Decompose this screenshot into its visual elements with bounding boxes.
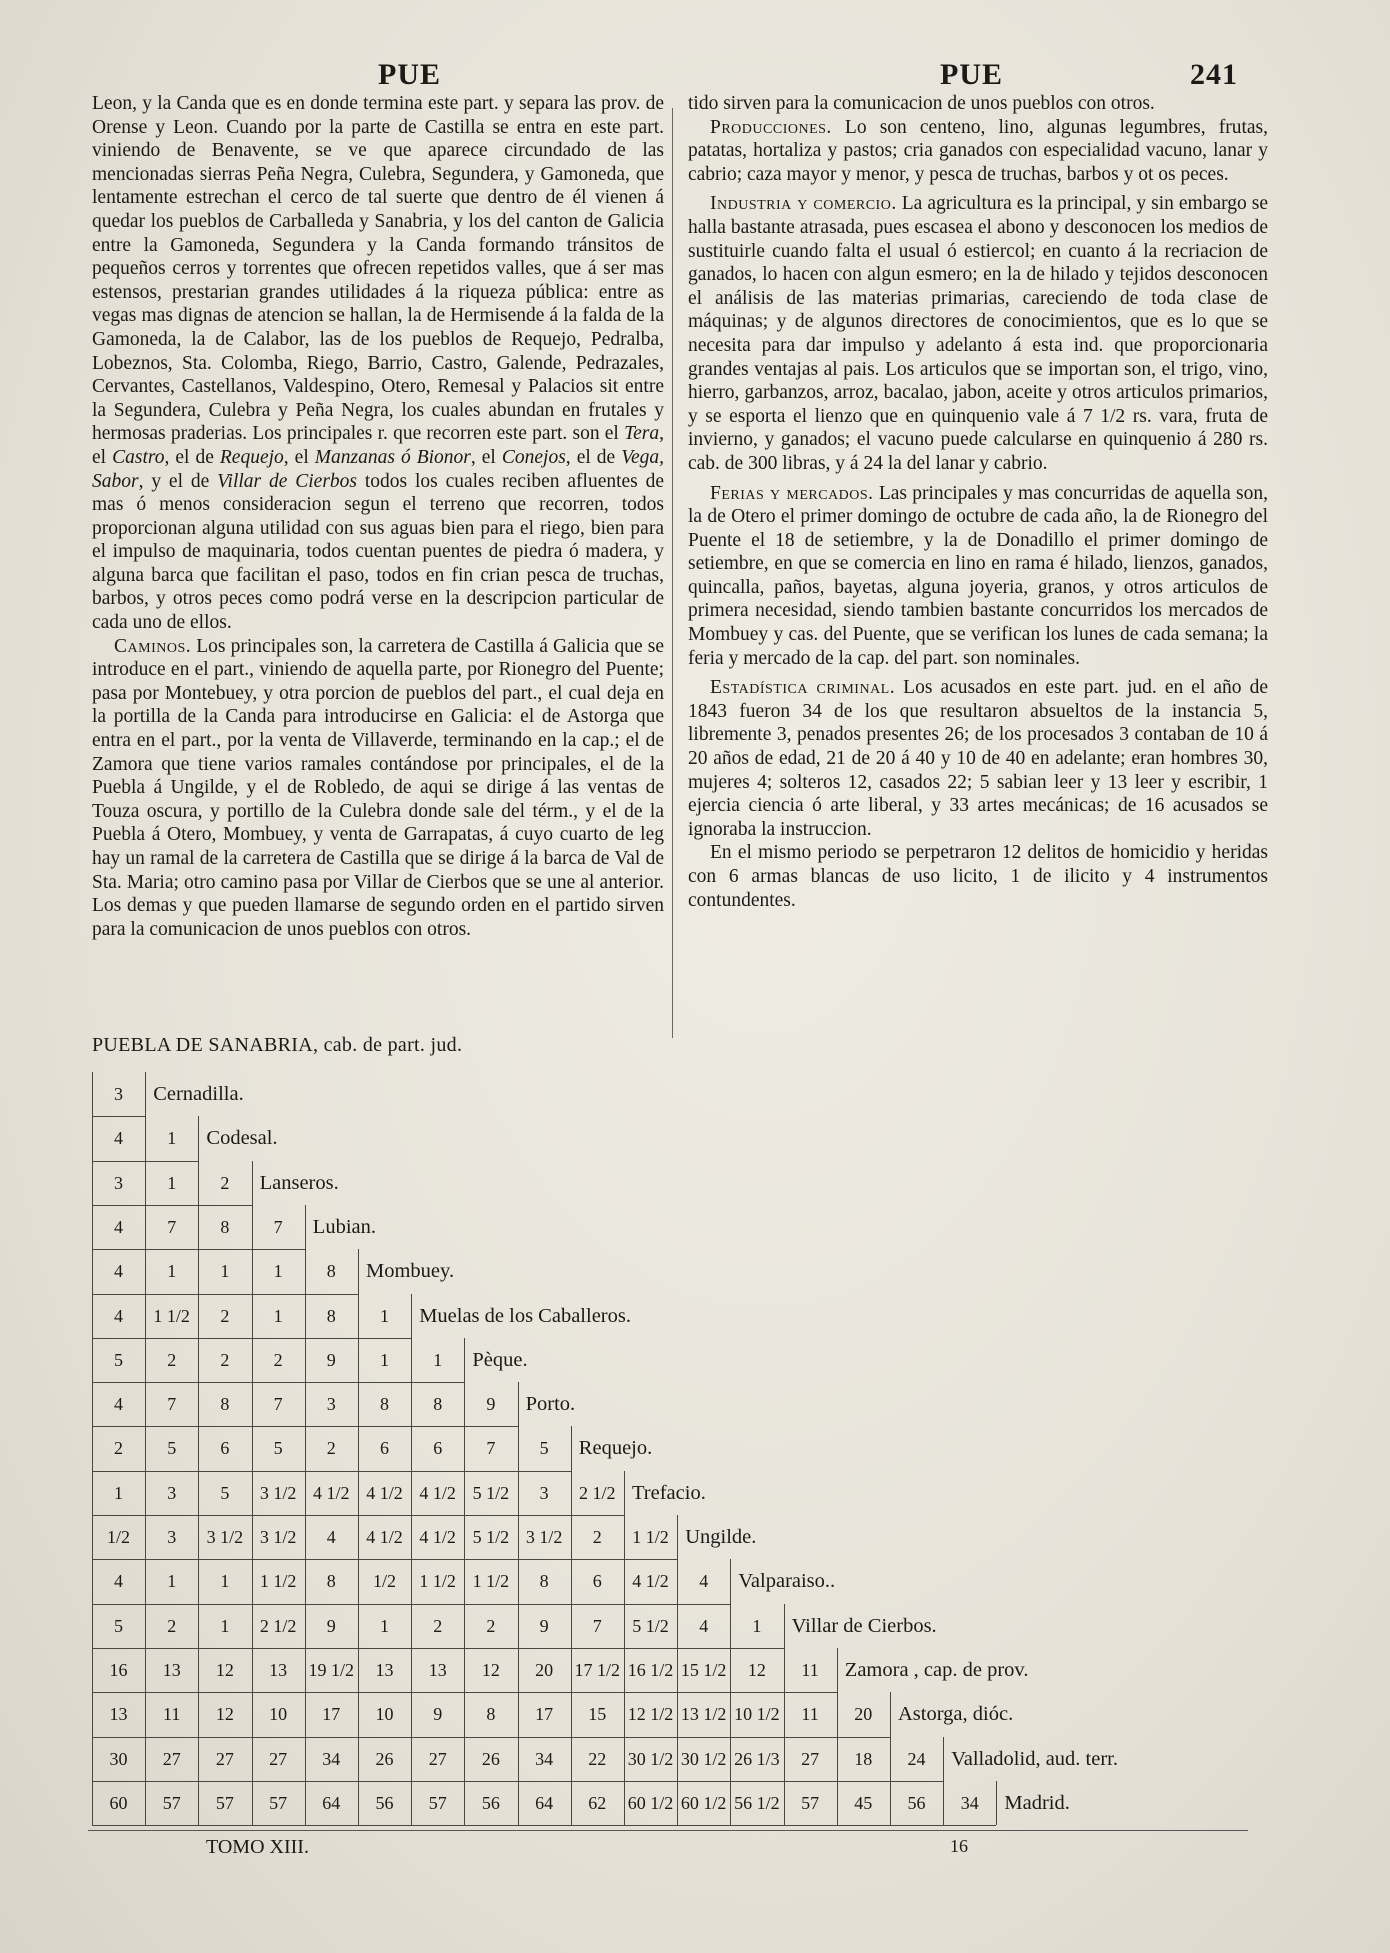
table-cell: 9 (433, 1704, 443, 1725)
table-row-name: Astorga, dióc. (898, 1703, 1014, 1726)
table-cell: 16 (109, 1659, 128, 1680)
table-cell: 27 (801, 1748, 820, 1769)
table-cell: 7 (592, 1615, 602, 1636)
table-cell: 1 1/2 (259, 1571, 297, 1592)
table-cell: 1/2 (106, 1527, 130, 1547)
table-cell: 15 (588, 1704, 607, 1725)
table-cell: 5 1/2 (632, 1615, 669, 1636)
table-cell: 10 (269, 1704, 288, 1725)
table-cell: 3 (326, 1394, 336, 1415)
table-cell: 3 (167, 1527, 177, 1547)
table-cell: 10 1/2 (734, 1704, 780, 1725)
table-cell: 20 (854, 1704, 873, 1725)
table-cell: 13 (269, 1659, 288, 1680)
table-cell: 4 (114, 1571, 123, 1592)
table-cell: 6 (433, 1438, 443, 1459)
table-cell: 1 1/2 (153, 1305, 190, 1326)
table-cell: 4 1/2 (366, 1527, 403, 1547)
table-cell: 57 (801, 1792, 820, 1813)
table-cell: 1 (220, 1615, 230, 1636)
table-cell: 18 (854, 1748, 873, 1769)
table-cell: 4 (699, 1571, 709, 1592)
table-cell: 13 (375, 1659, 394, 1680)
table-cell: 57 (428, 1792, 447, 1813)
estadistica-text: Los acusados en este part. jud. en el año de 1843 fueron 34 de los que resultaron absueltos de la instancia 5, libremente 3, penados presentes 26; de los procesados 3 contaban de 10 á 20 años de edad, 21 de 20 á 40 y 10 de 40 en adelante; eran hombres 30, mujeres 4; solteros 12, casados 22; 5 sabian leer y 13 leer y escribir, 1 ejercia ciencia ó arte liberal, y 33 artes mecánicas; de 16 acusados se ignoraba la instruccion. (688, 677, 1269, 840)
table-row-name: Muelas de los Caballeros. (419, 1304, 631, 1327)
header-left: PUE (378, 58, 441, 91)
table-cell: 57 (269, 1792, 288, 1813)
table-column-rule (92, 1072, 93, 1825)
table-cell: 1 (273, 1305, 283, 1326)
table-cell: 1 (167, 1261, 177, 1282)
table-cell: 12 (481, 1659, 500, 1680)
table-row-name: Mombuey. (366, 1260, 455, 1283)
table-cell: 2 (220, 1305, 230, 1326)
table-cell: 60 1/2 (680, 1792, 727, 1813)
table-cell: 34 (960, 1792, 979, 1813)
table-cell: 8 (433, 1394, 443, 1415)
table-column-rule (145, 1072, 146, 1825)
table-cell: 13 (109, 1704, 128, 1725)
table-cell: 1/2 (372, 1571, 396, 1592)
table-cell: 8 (486, 1704, 496, 1725)
table-cell: 8 (380, 1394, 389, 1415)
table-cell: 5 (167, 1438, 177, 1459)
table-cell: 7 (273, 1394, 283, 1415)
table-cell: 57 (162, 1792, 181, 1813)
table-column-rule (730, 1559, 731, 1825)
river-villar: Villar de Cierbos (217, 470, 358, 492)
table-cell: 7 (167, 1394, 177, 1415)
table-row-name: Valparaiso.. (738, 1570, 836, 1593)
table-cell: 20 (535, 1659, 554, 1680)
table-cell: 64 (535, 1792, 554, 1813)
table-cell: 2 1/2 (579, 1482, 616, 1503)
table-cell: 26 (375, 1748, 394, 1769)
table-cell: 30 (109, 1748, 128, 1769)
table-cell: 10 (375, 1704, 394, 1725)
table-cell: 24 (907, 1748, 926, 1769)
table-cell: 1 (114, 1482, 123, 1503)
table-row-name: Codesal. (206, 1127, 278, 1150)
left-column: Leon, y la Canda que es en donde termina este part. y separa las prov. de Orense y Leon. Cuando por la parte de Castilla se entra en este part. viniendo de Benavente, se ve que aparece circundado de las mencionadas sierras Peña Negra, Culebra, Segundera, y Gamoneda, que lentamente estrechan el cerco de tal suerte que dentro de él vienen á quedar los pueblos de Carballeda y Sanabria, y los del canton de Galicia entre la Gamoneda, Segundera y la Canda formando tránsitos de pequeños cerros y torrentes que ofrecen repetidos valles, que á ser mas estensos, prestarian grandes utilidades á la riqueza pública: entre as vegas mas dignas de atencion se hallan, la de Hermisende á la falda de la Gamoneda, la de Calabor, las de los pueblos de Requejo, Pedralba, Lobeznos, Sta. Colomba, Riego, Barrio, Castro, Galende, Pedrazales, Cervantes, Castellanos, Valdespino, Otero, Remesal y Palacios sit entre la Segundera, Culebra y Peña Negra, los cuales abundan en frutales y hermosas praderias. Los principales r. que recorren este part. son el Tera, el Castro, el de Requejo, el Manzanas ó Bionor, el Conejos, el de Vega, Sabor, y el de Villar de Cierbos todos los cuales reciben afluentes de mas ó menos consideracion segun el terreno que recorren, todos proporcionan alguna utilidad con sus aguas bien para el riego, bien para el impulso de maquinaria, todos cuentan puentes de piedra ó madera, y alguna barca que facilitan el paso, todos en fin crian pesca de truchas, barbos, y otros peces como podrá verse en la descripcion particular de cada uno de ellos. Caminos. Los principales son, la carretera de Castilla á Galicia que se introduce en el part., viniendo de aquella parte, por Rionegro del Puente; pasa por Montebuey, y otra porcion de pueblos del part., el cual deja en la portilla de la Canda para introducirse en Galicia: el de Astorga que entra en el part., por la venta de Villaverde, terminando en la cap.; el de Zamora que tiene varios ramales contándose por principales, el de la Puebla á Ungilde, y el de Robledo, de aqui se dirige á las ventas de Touza oscura, y portillo de la Culebra donde sale del térm., y el de la Puebla á Otero, Mombuey, y venta de Garrapatas, á cuyo cuarto de leg hay un ramal de la carretera de Castilla que se dirige á la barca de Val de Sta. Maria; otro camino pasa por Villar de Cierbos que se une al anterior. Los demas y que pueden llamarse de segundo orden en el partido sirven para la comunicacion de unos pueblos con otros. (92, 93, 665, 940)
producciones-text: Lo son centeno, lino, algunas legumbres, frutas, patatas, hortaliza y pastos; cria ganados con especialidad vacuno, lanar y cabrio; caza mayor y menor, y pesca de truchas, barbos y ot os peces. (688, 116, 1269, 185)
table-cell: 2 (167, 1615, 177, 1636)
table-cell: 1 1/2 (472, 1571, 510, 1592)
table-cell: 27 (215, 1748, 234, 1769)
table-cell: 27 (428, 1748, 447, 1769)
table-cell: 56 (907, 1792, 926, 1813)
table-cell: 12 1/2 (627, 1704, 674, 1725)
table-cell: 30 1/2 (627, 1748, 674, 1769)
table-cell: 45 (854, 1792, 873, 1813)
table-cell: 4 (114, 1394, 123, 1415)
estadistica-text-2: En el mismo periodo se perpetraron 12 delitos de homicidio y heridas con 6 armas blancas de uso licito, 1 de ilicito y 4 instrumentos contundentes. (688, 842, 1268, 911)
table-cell: 3 1/2 (259, 1482, 297, 1503)
table-cell: 34 (322, 1748, 341, 1769)
table-cell: 1 (380, 1349, 389, 1370)
table-cell: 12 (215, 1659, 234, 1680)
table-cell: 3 (539, 1482, 549, 1503)
caminos-text: Los principales son, la carretera de Castilla á Galicia que se introduce en el part., viniendo de aquella parte, por Rionegro del Puente; pasa por Montebuey, y otra porcion de pueblos del part., el cual deja en la portilla de la Canda para introducirse en Galicia: el de Astorga que entra en el part., por la venta de Villaverde, terminando en la cap.; el de Zamora que tiene varios ramales contándose por principales, el de la Puebla á Ungilde, y el de Robledo, de aqui se dirige á las ventas de Touza oscura, y portillo de la Culebra donde sale del térm., y el de la Puebla á Otero, Mombuey, y venta de Garrapatas, á cuyo cuarto de leg hay un ramal de la carretera de Castilla que se dirige á la barca de Val de Sta. Maria; otro camino pasa por Villar de Cierbos que se une al anterior. Los demas y que pueden llamarse de segundo orden en el partido sirven para la comunicacion de unos pueblos con otros. (92, 635, 664, 940)
table-cell: 4 1/2 (419, 1482, 456, 1503)
table-row-name: Cernadilla. (153, 1083, 244, 1105)
table-cell: 3 1/2 (525, 1527, 563, 1547)
table-cell: 7 (273, 1216, 283, 1237)
river-vega-sabor: Vega, Sabor (92, 446, 664, 492)
table-cell: 12 (215, 1704, 234, 1725)
table-cell: 19 1/2 (308, 1659, 355, 1680)
table-cell: 13 (428, 1659, 447, 1680)
table-column-rule (996, 1781, 997, 1825)
table-column-rule (518, 1382, 519, 1825)
table-cell: 3 1/2 (206, 1527, 244, 1547)
table-row-name: Ungilde. (685, 1526, 757, 1548)
table-cell: 6 (220, 1438, 230, 1459)
table-cell: 2 (433, 1615, 443, 1636)
table-cell: 12 (747, 1659, 766, 1680)
table-cell: 16 1/2 (627, 1659, 674, 1680)
table-column-rule (571, 1426, 572, 1825)
table-cell: 13 1/2 (680, 1704, 727, 1725)
table-cell: 2 (326, 1438, 336, 1459)
table-cell: 17 1/2 (574, 1659, 621, 1680)
table-cell: 1 (380, 1615, 389, 1636)
table-cell: 4 (326, 1527, 336, 1547)
table-cell: 56 (375, 1792, 394, 1813)
table-cell: 5 1/2 (472, 1482, 510, 1503)
table-cell: 7 (486, 1438, 496, 1459)
table-cell: 56 1/2 (734, 1792, 780, 1813)
table-cell: 3 (114, 1084, 123, 1104)
table-cell: 7 (167, 1216, 177, 1237)
table-cell: 1 1/2 (632, 1527, 669, 1547)
table-cell: 4 1/2 (313, 1482, 350, 1503)
table-cell: 1 (433, 1349, 443, 1370)
table-cell: 3 (167, 1482, 177, 1503)
table-cell: 1 (752, 1615, 762, 1636)
right-lead: tido sirven para la comunicacion de unos pueblos con otros. (688, 93, 1155, 114)
table-row-rule (92, 1825, 996, 1826)
table-title: PUEBLA DE SANABRIA, cab. de part. jud. (92, 1034, 463, 1056)
table-cell: 6 (592, 1571, 602, 1592)
table-cell: 1 (167, 1128, 177, 1149)
table-row-name: Zamora , cap. de prov. (844, 1658, 1029, 1681)
table-cell: 13 (162, 1659, 181, 1680)
table-cell: 4 (114, 1261, 123, 1282)
table-column-rule (305, 1205, 306, 1825)
table-cell: 4 (699, 1615, 709, 1636)
table-cell: 1 (167, 1172, 177, 1193)
table-cell: 27 (162, 1748, 181, 1769)
table-cell: 4 1/2 (632, 1571, 669, 1592)
table-cell: 2 (273, 1349, 283, 1370)
table-column-rule (198, 1116, 199, 1825)
table-cell: 8 (220, 1394, 230, 1415)
ferias-text: Las principales y mas concurridas de aquella son, la de Otero el primer domingo de octubre de cada año, la de Rionegro del Puente el 18 de setiembre, y la de Donadillo el primer domingo de setiembre, en que se comercia en lino en rama é hilado, lienzos, ganados, quincalla, paños, bayetas, alguna joyeria, granos, y otros articulos de primera necesidad, siendo tambien bastante concurridos los mercados de Mombuey y cas. del Puente, que se verifican los lunes de cada semana; la feria y mercado de la cap. del part. son nominales. (688, 482, 1269, 669)
table-cell: 1 (273, 1261, 283, 1282)
estadistica-label: Estadística criminal. (710, 677, 896, 699)
table-row-name: Villar de Cierbos. (791, 1614, 937, 1637)
table-column-rule (677, 1515, 678, 1825)
table-cell: 3 (114, 1172, 123, 1193)
ferias-label: Ferias y mercados. (710, 482, 874, 504)
table-column-rule (624, 1471, 625, 1825)
table-cell: 9 (326, 1615, 336, 1636)
table-column-rule (358, 1249, 359, 1825)
table-column-rule (837, 1648, 838, 1825)
left-paragraph-1: Leon, y la Canda que es en donde termina este part. y separa las prov. de Orense y Leon. Cuando por la parte de Castilla se entra en este part. viniendo de Benavente, se ve que aparece circundado de las mencionadas sierras Peña Negra, Culebra, Segundera, y Gamoneda, que lentamente estrechan el cerco de tal suerte que dentro de él vienen á quedar los pueblos de Carballeda y Sanabria, y los del canton de Galicia entre la Gamoneda, Segundera y la Canda formando tránsitos de pequeños cerros y torrentes que ofrecen repetidos valles, que á ser mas estensos, prestarian grandes utilidades á la riqueza pública: entre as vegas mas dignas de atencion se hallan, la de Hermisende á la falda de la Gamoneda, la de Calabor, las de los pueblos de Requejo, Pedralba, Lobeznos, Sta. Colomba, Riego, Barrio, Castro, Galende, Pedrazales, Cervantes, Castellanos, Valdespino, Otero, Remesal y Palacios sit entre la Segundera, Culebra y Peña Negra, los cuales abundan en frutales y hermosas praderias. Los principales r. que recorren este part. son el (92, 93, 664, 445)
left-paragraph-1-tail: todos los cuales reciben afluentes de mas ó menos consideracion segun el terreno que recorren, todos proporcionan alguna utilidad con sus aguas bien para el riego, bien para el impulso de maquinaria, todos cuentan puentes de piedra ó madera, y alguna barca que facilitan el paso, todos en fin crian pesca de truchas, barbos, y otros peces como podrá verse en la descripcion particular de cada uno de ellos. (92, 470, 665, 634)
river-conejos: Conejos (501, 446, 566, 468)
table-row-name: Porto. (525, 1393, 576, 1416)
table-cell: 2 (114, 1438, 123, 1459)
table-cell: 5 (273, 1438, 283, 1459)
table-cell: 2 (220, 1172, 230, 1193)
table-cell: 1 (167, 1571, 177, 1592)
table-cell: 8 (220, 1216, 230, 1237)
table-cell: 5 (114, 1615, 123, 1636)
table-cell: 5 (539, 1438, 549, 1459)
table-cell: 2 1/2 (259, 1615, 297, 1636)
table-cell: 8 (539, 1571, 549, 1592)
table-row-name: Requejo. (578, 1437, 653, 1460)
river-manzanas: Manzanas ó Bionor (314, 446, 471, 468)
table-cell: 4 1/2 (419, 1527, 456, 1547)
table-cell: 11 (801, 1704, 819, 1725)
table-cell: 9 (539, 1615, 549, 1636)
header-center: PUE (940, 58, 1003, 91)
table-column-rule (784, 1604, 785, 1826)
table-cell: 5 (220, 1482, 230, 1503)
table-cell: 9 (326, 1349, 336, 1370)
table-cell: 11 (163, 1704, 181, 1725)
table-column-rule (464, 1338, 465, 1825)
table-row-name: Madrid. (1004, 1791, 1070, 1814)
table-cell: 26 1/3 (734, 1748, 780, 1769)
table-cell: 57 (215, 1792, 234, 1813)
table-cell: 22 (588, 1748, 607, 1769)
table-cell: 4 (114, 1128, 123, 1149)
producciones-label: Producciones. (710, 116, 832, 138)
table-cell: 4 (114, 1216, 123, 1237)
table-cell: 8 (326, 1305, 336, 1326)
river-requejo: Requejo (219, 446, 284, 468)
table-cell: 2 (486, 1615, 496, 1636)
industria-text: La agricultura es la principal, y sin embargo se halla bastante atrasada, pues escasea el abono y desconocen los medios de sustituirle cuando falta el usual ó estiercol; en cuanto á la recriacion de ganados, lo hacen con algun esmero; en la de hilado y tejidos desconocen el análisis de las materias primarias, careciendo de toda clase de máquinas; y de algunos directores de conocimientos, que es lo que se necesita para dar impulso y adelanto á esta ind. que proporcionaria grandes ventajas al pais. Los articulos que se importan son, el trigo, vino, hierro, garbanzos, arroz, bacalao, jabon, aceite y otros articulos primarios, y se esporta el lienzo que en quinquenio vale á 7 1/2 rs. vara, fruta de invierno, y ganados; el vacuno puede calcularse en quinquenio á 280 rs. cab. de 300 libras, y á 24 la del lanar y cabrio. (688, 193, 1269, 474)
table-cell: 27 (269, 1748, 288, 1769)
table-cell: 17 (535, 1704, 554, 1725)
table-row-name: Trefacio. (632, 1481, 706, 1504)
table-cell: 8 (326, 1261, 336, 1282)
table-cell: 8 (326, 1571, 336, 1592)
table-cell: 34 (535, 1748, 554, 1769)
table-cell: 15 1/2 (680, 1659, 727, 1680)
table-cell: 2 (220, 1349, 230, 1370)
industria-label: Industria y comercio. (710, 193, 897, 215)
river-castro: Castro (112, 446, 165, 468)
table-cell: 4 (114, 1305, 123, 1326)
table-cell: 5 1/2 (472, 1527, 510, 1547)
table-cell: 17 (322, 1704, 341, 1725)
table-cell: 60 1/2 (627, 1792, 674, 1813)
table-column-rule (252, 1161, 253, 1826)
signature-mark: 16 (950, 1836, 968, 1856)
table-cell: 1 1/2 (419, 1571, 456, 1592)
table-column-rule (890, 1692, 891, 1825)
table-cell: 5 (114, 1349, 123, 1370)
table-cell: 56 (481, 1792, 500, 1813)
table-cell: 26 (481, 1748, 500, 1769)
table-cell: 30 1/2 (680, 1748, 727, 1769)
table-cell: 60 (109, 1792, 128, 1813)
table-cell: 62 (588, 1792, 607, 1813)
page-number: 241 (1190, 58, 1238, 91)
table-cell: 1 (380, 1305, 389, 1326)
table-column-rule (411, 1294, 412, 1826)
table-cell: 1 (220, 1261, 230, 1282)
table-cell: 9 (486, 1394, 496, 1415)
river-tera: Tera (624, 423, 660, 445)
table-cell: 3 1/2 (259, 1527, 297, 1547)
table-cell: 4 1/2 (366, 1482, 403, 1503)
caminos-label: Caminos. (114, 635, 192, 657)
table-cell: 64 (322, 1792, 341, 1813)
table-cell: 2 (592, 1527, 602, 1547)
table-row-name: Lanseros. (259, 1171, 339, 1194)
table-cell: 11 (801, 1659, 819, 1680)
footer-rule (88, 1830, 1248, 1831)
table-cell: 1 (220, 1571, 230, 1592)
table-cell: 6 (380, 1438, 389, 1459)
table-row-name: Pèque. (472, 1348, 528, 1371)
table-column-rule (943, 1737, 944, 1826)
volume-label: TOMO XIII. (206, 1836, 309, 1858)
table-cell: 2 (167, 1349, 177, 1370)
table-row-name: Valladolid, aud. terr. (951, 1747, 1118, 1770)
table-row-name: Lubian. (312, 1215, 376, 1238)
